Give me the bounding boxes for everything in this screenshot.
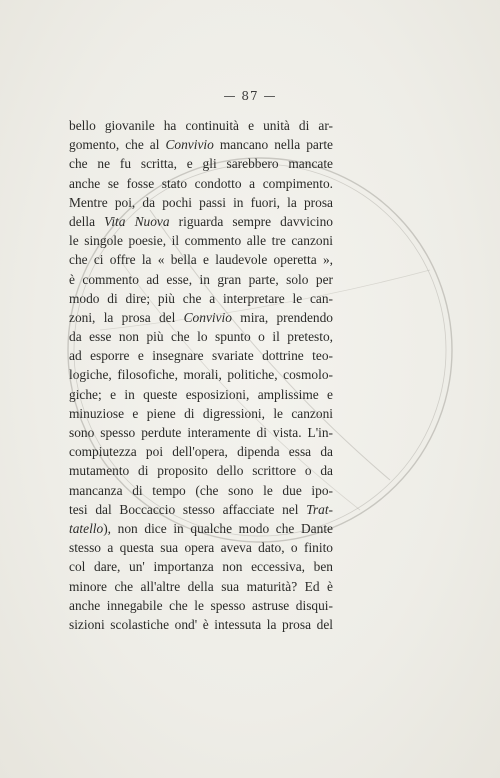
- text-segment: ), non dice in qualche modo che Dante: [103, 520, 333, 536]
- text-segment: gomento, che al: [69, 137, 166, 153]
- text-line: [69, 385, 333, 404]
- text-segment: anche se fosse stato condotto a compimento.: [69, 175, 333, 191]
- text-line: [69, 596, 333, 615]
- text-segment: riguarda sempre davvicino: [169, 213, 333, 229]
- text-line: [69, 442, 333, 461]
- text-line: [69, 212, 333, 231]
- text-line: [69, 519, 333, 538]
- text-segment: mancano nella parte: [213, 137, 333, 153]
- text-segment: bello giovanile ha continuità e unità di ar-: [69, 118, 333, 133]
- italic-title: Convivio: [165, 137, 214, 153]
- text-line: [69, 135, 333, 154]
- text-segment: sono spesso perdute interamente di vista. L'in-: [69, 425, 333, 440]
- text-segment: tesi dal Boccaccio stesso affacciate nel: [69, 501, 307, 517]
- text-line: [69, 327, 333, 346]
- text-segment: giche; e in queste esposizioni, amplissime e: [69, 386, 333, 402]
- text-segment: Mentre poi, da pochi passi in fuori, la prosa: [69, 194, 333, 210]
- text-segment: logiche, filosofiche, morali, politiche, cosmolo-: [69, 367, 333, 383]
- text-line: [69, 500, 333, 519]
- text-segment: sizioni scolastiche ond' è intessuta la prosa del: [69, 616, 333, 632]
- text-line: [69, 193, 333, 212]
- text-segment: ad esporre e insegnare svariate dottrine teo-: [69, 348, 333, 364]
- text-line: [69, 308, 333, 327]
- text-line: [69, 365, 333, 384]
- text-line: [69, 154, 333, 173]
- text-line: [69, 231, 333, 250]
- text-line: [69, 557, 333, 576]
- italic-title: Vita Nuova: [104, 213, 170, 229]
- italic-title: Convivio: [183, 309, 232, 325]
- text-segment: della: [69, 213, 105, 229]
- text-line: [69, 481, 333, 500]
- text-line: [69, 174, 333, 193]
- text-segment: da esse non più che lo spunto o il pretesto,: [69, 329, 333, 345]
- text-segment: che ci offre la « bella e laudevole operetta »,: [69, 252, 333, 268]
- body-text: [69, 116, 333, 634]
- text-segment: mancanza di tempo (che sono le due ipo-: [69, 482, 333, 498]
- text-line: [69, 289, 333, 308]
- text-segment: è commento ad esse, in gran parte, solo per: [69, 271, 333, 287]
- text-segment: anche innegabile che le spesso astruse disqui-: [69, 597, 333, 613]
- text-line: [69, 404, 333, 423]
- text-line: [69, 538, 333, 557]
- italic-title: tatello: [69, 520, 104, 536]
- text-line: [69, 270, 333, 289]
- text-line: [69, 346, 333, 365]
- text-line: [69, 577, 333, 596]
- text-line: [69, 615, 333, 634]
- italic-title: Trat-: [306, 501, 333, 517]
- text-segment: minuziose e piene di digressioni, le canzoni: [69, 405, 333, 421]
- text-segment: modo di dire; più che a interpretare le can-: [69, 290, 333, 306]
- text-segment: che ne fu scritta, e gli sarebbero mancate: [69, 156, 333, 172]
- text-segment: minore che all'altre della sua maturità? Ed è: [69, 578, 333, 594]
- text-line: [69, 423, 333, 442]
- text-segment: col dare, un' importanza non eccessiva, ben: [69, 559, 333, 575]
- text-segment: compiutezza poi dell'opera, dipenda essa da: [69, 444, 333, 460]
- text-line: [69, 250, 333, 269]
- text-segment: zoni, la prosa del: [69, 309, 184, 325]
- text-segment: stesso a questa sua opera aveva dato, o finito: [69, 540, 333, 556]
- text-line: [69, 461, 333, 480]
- text-segment: le singole poesie, il commento alle tre canzoni: [69, 233, 333, 249]
- text-segment: mutamento di proposito dello scrittore o da: [69, 463, 333, 479]
- page-number: — 87 —: [223, 89, 277, 103]
- text-line: [69, 116, 333, 135]
- text-segment: mira, prendendo: [231, 309, 333, 325]
